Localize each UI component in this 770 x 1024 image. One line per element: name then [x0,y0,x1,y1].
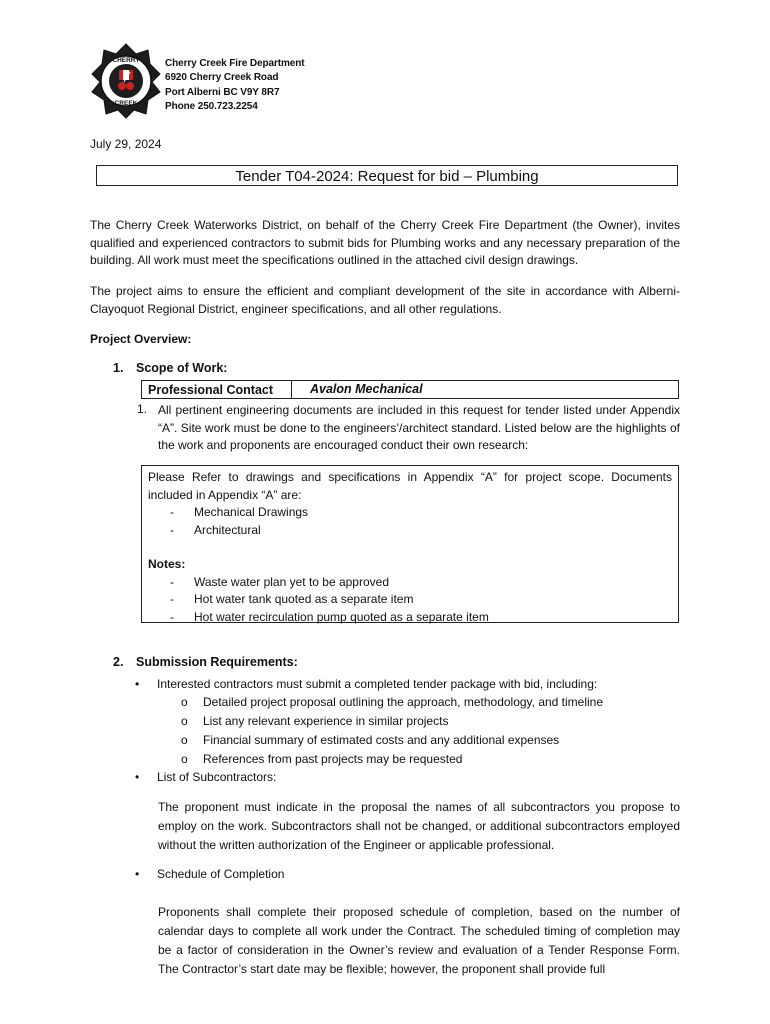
logo-top-text: CHERRY [112,57,140,64]
bullet-item-text: List of Subcontractors: [157,770,277,784]
fire-department-logo [90,42,162,120]
sub-item: o Detailed project proposal outlining the approach, methodology, and timeline [181,695,604,709]
scope-item-text: All pertinent engineering documents are included in this request for tender listed under Appendix “A”. Site work must be done to the engineers’/architect standard. Listed below are the highlights of the work and proponents are encouraged conduct their own research: [158,403,680,452]
submission-number: 2. [113,655,124,669]
note-item-label: Hot water recirculation pump quoted as a separate item [194,609,489,624]
bullet-item: • List of Subcontractors: [135,770,277,784]
subcontractors-paragraph: The proponent must indicate in the proposal the names of all subcontractors you propose to employ on the work. Subcontractors shall not be changed, or additional subcontractors employed without the written authorization of the Engineer or applicable professional. [158,800,680,852]
doc-item: - Architectural [170,522,261,537]
sub-item-text: List any relevant experience in similar projects [203,714,449,728]
sub-item: o References from past projects may be requested [181,752,463,766]
bullet-item: • Schedule of Completion [135,867,285,881]
tender-title: Tender T04-2024: Request for bid – Plumbing [96,165,678,186]
sub-item: o List any relevant experience in similar projects [181,714,449,728]
scope-number: 1. [113,361,124,375]
scope-item-number: 1. [137,402,148,416]
intro-paragraph-2: The project aims to ensure the efficient and compliant development of the site in accordance with Alberni-Clayoquot Regional District, engineer specifications, and all other regulations. [90,284,680,316]
sub-item-text: Financial summary of estimated costs and any additional expenses [203,733,560,747]
notebox-intro: Please Refer to drawings and specifications in Appendix “A” for project scope. Documents included in Appendix “A” are: [148,470,672,502]
sub-item: o Financial summary of estimated costs and any additional expenses [181,733,560,747]
contact-value: Avalon Mechanical [310,382,423,396]
submission-heading: Submission Requirements: [136,655,298,669]
sub-item-text: Detailed project proposal outlining the approach, methodology, and timeline [203,695,604,709]
doc-item-label: Mechanical Drawings [194,505,309,519]
overview-heading: Project Overview: [90,332,192,346]
bullet-item-text: Interested contractors must submit a completed tender package with bid, including: [157,677,598,691]
letterhead-address [165,57,304,115]
contact-label: Professional Contact [142,381,292,398]
notes-heading: Notes: [148,557,186,571]
schedule-paragraph: Proponents shall complete their proposed schedule of completion, based on the number of calendar days to complete all work under the Contract. The scheduled timing of completion may be a factor of consideration in the Owner’s review and evaluation of a Tender Response Form. The Contractor’s start date may be flexible; however, the proponent shall provide full [158,905,680,976]
note-item: - Waste water plan yet to be approved [170,574,389,589]
scope-notes-box [141,465,679,623]
note-item-label: Hot water tank quoted as a separate item [194,592,414,606]
letter-date: July 29, 2024 [90,137,162,151]
city-address: Port Alberni BC V9Y 8R7 [165,86,280,98]
street-address: 6920 Cherry Creek Road [165,72,279,84]
sub-item-text: References from past projects may be requested [203,752,463,766]
note-item: - Hot water tank quoted as a separate item [170,592,414,606]
professional-contact-table [141,380,679,399]
scope-heading: Scope of Work: [136,361,228,375]
phone-number: Phone 250.723.2254 [165,101,258,113]
intro-paragraph-1: The Cherry Creek Waterworks District, on behalf of the Cherry Creek Fire Department (the Owner), invites qualified and experienced contractors to submit bids for Plumbing works and any necessary preparation of the building. All work must meet the specifications outlined in the attached civil design drawings. [90,218,680,267]
doc-item-label: Architectural [194,522,261,537]
note-item: - Hot water recirculation pump quoted as a separate item [170,609,489,624]
bullet-item-text: Schedule of Completion [157,867,285,881]
logo-bottom-text: CREEK [114,100,138,107]
org-name: Cherry Creek Fire Department [165,58,305,69]
bullet-item: • Interested contractors must submit a completed tender package with bid, including: [135,677,598,691]
doc-item: - Mechanical Drawings [170,505,309,519]
note-item-label: Waste water plan yet to be approved [194,574,389,589]
